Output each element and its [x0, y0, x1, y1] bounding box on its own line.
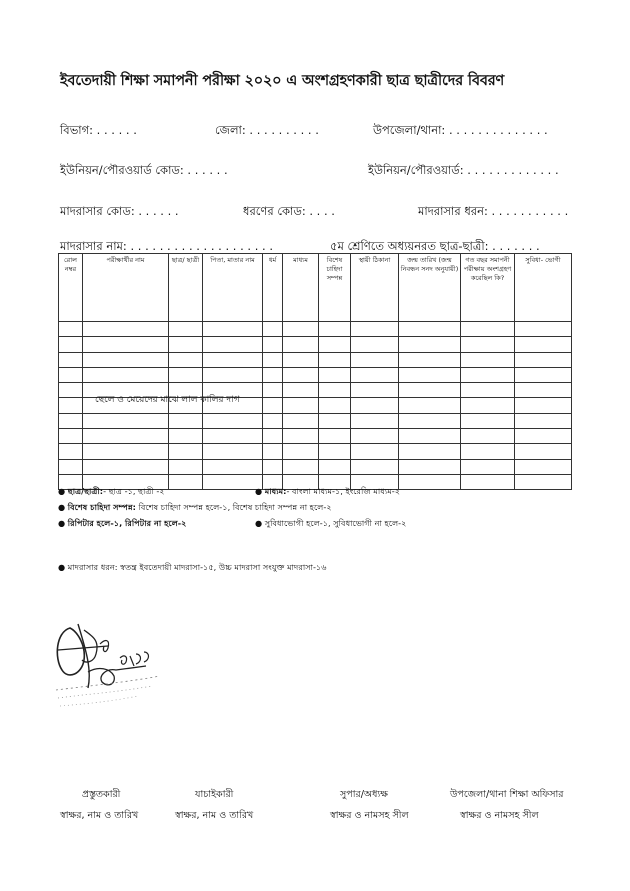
madrasa-code-field: মাদরাসার কোড: . . . . . . [60, 204, 179, 218]
table-cell [263, 367, 283, 382]
table-cell [399, 398, 461, 413]
table-cell [461, 474, 515, 489]
table-cell [515, 444, 572, 459]
table-cell [169, 413, 203, 428]
handwritten-signature [48, 610, 188, 720]
students-table [58, 253, 572, 490]
table-row [59, 367, 572, 382]
table-cell [83, 444, 169, 459]
table-cell [203, 337, 263, 352]
table-cell [203, 413, 263, 428]
signature-preparer-detail: স্বাক্ষর, নাম ও তারিখ [60, 810, 139, 821]
signature-superintendent-detail: স্বাক্ষর ও নামসহ সীল [330, 810, 409, 821]
table-cell [283, 398, 319, 413]
table-cell [283, 459, 319, 474]
table-cell [83, 413, 169, 428]
table-cell [461, 398, 515, 413]
table-cell [83, 337, 169, 352]
table-cell [319, 352, 351, 367]
table-cell [59, 429, 83, 444]
table-cell [263, 459, 283, 474]
table-cell [351, 459, 399, 474]
table-cell [59, 322, 83, 337]
table-cell [83, 429, 169, 444]
header-special-needs: বিশেষ চাহিদা সম্পন্ন [319, 254, 351, 322]
legend-medium-value: - বাংলা মাধ্যম-১, ইংরেজি মাধ্যম-২ [286, 486, 401, 496]
signature-education-officer [450, 788, 564, 824]
legend-medium-label: মাধ্যম: [264, 486, 287, 496]
legend-gender-label: ছাত্র/ছাত্রী: [67, 486, 104, 496]
signature-preparer-role: প্রস্তুতকারী [82, 789, 121, 800]
table-cell [399, 459, 461, 474]
header-name: পরীক্ষার্থীর নাম [83, 254, 169, 322]
signature-verifier-detail: স্বাক্ষর, নাম ও তারিখ [175, 810, 254, 821]
table-cell [515, 367, 572, 382]
table-header-row [59, 254, 572, 322]
table-cell [515, 337, 572, 352]
table-cell [283, 322, 319, 337]
table-cell [83, 352, 169, 367]
page-title: ইবতেদায়ী শিক্ষা সমাপনী পরীক্ষা ২০২০ এ অংশগ্রহণকারী ছাত্র ছাত্রীদের বিবরণ [60, 73, 505, 89]
table-cell [399, 429, 461, 444]
header-previous-exam: গত বছর সমাপনী পরীক্ষায় অংশগ্রহণ করেছিল কি? [461, 254, 515, 322]
division-field: বিভাগ: . . . . . . [60, 123, 137, 137]
signature-education-officer-detail: স্বাক্ষর ও নামসহ সীল [460, 810, 539, 821]
table-cell [399, 367, 461, 382]
table-cell [461, 322, 515, 337]
table-cell [319, 398, 351, 413]
legend-special: ● বিশেষ চাহিদা সম্পন্ন: বিশেষ চাহিদা সম্পন্ন হলে-১, বিশেষ চাহিদা সম্পন্ন না হলে-২ [58, 502, 332, 512]
table-cell [399, 444, 461, 459]
table-cell [461, 383, 515, 398]
table-cell [319, 444, 351, 459]
table-cell [263, 429, 283, 444]
table-cell [399, 337, 461, 352]
table-cell [399, 413, 461, 428]
table-cell [351, 383, 399, 398]
union-field: ইউনিয়ন/পৌরওয়ার্ড: . . . . . . . . . . . . . [368, 163, 559, 177]
table-cell [351, 413, 399, 428]
madrasa-name-field: মাদরাসার নাম: . . . . . . . . . . . . . . . . . . . . [60, 239, 274, 253]
legend-madrasa-type-value: মাদরাসার ধরন: স্বতন্ত্র ইবতেদায়ী মাদরাসা-১৫, উচ্চ মাদরাসা সংযুক্ত মাদরাসা-১৬ [67, 562, 327, 572]
stain-note: ছেলে ও মেয়েদের মাঝে লাল কালির দাগ [95, 395, 240, 405]
table-cell [351, 352, 399, 367]
table-cell [59, 337, 83, 352]
table-cell [461, 367, 515, 382]
table-cell [461, 459, 515, 474]
table-row [59, 444, 572, 459]
table-cell [461, 337, 515, 352]
header-roll: রোল নম্বর [59, 254, 83, 322]
table-cell [203, 322, 263, 337]
table-row [59, 429, 572, 444]
table-cell [283, 352, 319, 367]
legend-special-value: বিশেষ চাহিদা সম্পন্ন হলে-১, বিশেষ চাহিদা সম্পন্ন না হলে-২ [138, 502, 332, 512]
legend-medium: ● মাধ্যম:- বাংলা মাধ্যম-১, ইংরেজি মাধ্যম-২ [255, 486, 401, 496]
district-field: জেলা: . . . . . . . . . . [215, 123, 319, 137]
table-cell [263, 413, 283, 428]
table-cell [59, 398, 83, 413]
table-cell [319, 429, 351, 444]
legend-madrasa-type: ● মাদরাসার ধরন: স্বতন্ত্র ইবতেদায়ী মাদরাসা-১৫, উচ্চ মাদরাসা সংযুক্ত মাদরাসা-১৬ [58, 562, 327, 572]
table-cell [59, 444, 83, 459]
legend-special-label: বিশেষ চাহিদা সম্পন্ন: [67, 502, 136, 512]
table-cell [461, 429, 515, 444]
table-cell [169, 322, 203, 337]
table-row [59, 337, 572, 352]
table-cell [351, 367, 399, 382]
table-cell [515, 429, 572, 444]
table-cell [59, 352, 83, 367]
table-cell [263, 352, 283, 367]
table-cell [319, 337, 351, 352]
table-cell [263, 398, 283, 413]
table-cell [461, 413, 515, 428]
table-cell [283, 337, 319, 352]
table-cell [515, 352, 572, 367]
table-cell [169, 459, 203, 474]
header-gender: ছাত্র/ ছাত্রী [169, 254, 203, 322]
type-code-field: ধরণের কোড: . . . . [243, 204, 335, 218]
table-cell [59, 413, 83, 428]
table-cell [59, 367, 83, 382]
table-cell [59, 459, 83, 474]
table-row [59, 322, 572, 337]
signature-verifier-role: যাচাইকারী [195, 789, 234, 800]
table-cell [515, 398, 572, 413]
table-cell [319, 413, 351, 428]
table-cell [319, 459, 351, 474]
table-cell [283, 367, 319, 382]
legend-beneficiary-value: সুবিধাভোগী হলে-১, সুবিধাভোগী না হলে-২ [264, 518, 407, 528]
table-cell [203, 367, 263, 382]
table-cell [283, 383, 319, 398]
table-cell [515, 459, 572, 474]
table-cell [283, 429, 319, 444]
header-beneficiary: সুবিধা- ভোগী [515, 254, 572, 322]
legend-gender-value: - ছাত্র -১, ছাত্রী -২ [103, 486, 165, 496]
signature-superintendent [330, 788, 409, 824]
table-cell [263, 444, 283, 459]
table-cell [203, 459, 263, 474]
signature-verifier [175, 788, 254, 824]
header-medium: মাধ্যম [283, 254, 319, 322]
header-birthdate: জন্ম তারিখ (জন্ম নিবন্ধন সনদ অনুযায়ী) [399, 254, 461, 322]
legend-repeater: ● রিপিটার হলে-১, রিপিটার না হলে-২ [58, 518, 187, 528]
table-cell [515, 474, 572, 489]
table-cell [351, 322, 399, 337]
table-row [59, 459, 572, 474]
signature-superintendent-role: সুপার/অধ্যক্ষ [340, 789, 388, 800]
header-religion: ধর্ম [263, 254, 283, 322]
table-cell [399, 352, 461, 367]
madrasa-type-field: মাদরাসার ধরন: . . . . . . . . . . . [418, 204, 569, 218]
table-cell [203, 429, 263, 444]
table-cell [169, 474, 203, 489]
signature-preparer [60, 788, 139, 824]
table-cell [351, 398, 399, 413]
table-cell [399, 474, 461, 489]
table-row [59, 413, 572, 428]
legend-beneficiary: ● সুবিধাভোগী হলে-১, সুবিধাভোগী না হলে-২ [255, 518, 407, 528]
table-cell [399, 383, 461, 398]
table-cell [203, 474, 263, 489]
table-cell [83, 322, 169, 337]
table-cell [319, 383, 351, 398]
table-cell [351, 337, 399, 352]
table-cell [283, 413, 319, 428]
union-code-field: ইউনিয়ন/পৌরওয়ার্ড কোড: . . . . . . [60, 163, 228, 177]
table-cell [203, 444, 263, 459]
table-cell [169, 367, 203, 382]
table-cell [203, 352, 263, 367]
header-address: স্থায়ী ঠিকানা [351, 254, 399, 322]
table-cell [515, 322, 572, 337]
table-cell [83, 367, 169, 382]
table-cell [169, 337, 203, 352]
table-cell [263, 383, 283, 398]
table-cell [263, 322, 283, 337]
table-cell [515, 413, 572, 428]
table-cell [351, 444, 399, 459]
table-cell [319, 367, 351, 382]
table-cell [169, 429, 203, 444]
header-parents: পিতা, মাতার নাম [203, 254, 263, 322]
table-cell [59, 383, 83, 398]
table-cell [169, 352, 203, 367]
table-cell [263, 337, 283, 352]
table-cell [461, 352, 515, 367]
class5-students-field: ৫ম শ্রেণিতে অধ্যয়নরত ছাত্র-ছাত্রী: . . . . . . . [330, 239, 540, 253]
table-cell [319, 322, 351, 337]
legend-gender: ● ছাত্র/ছাত্রী:- ছাত্র -১, ছাত্রী -২ [58, 486, 165, 496]
table-cell [351, 429, 399, 444]
upazila-field: উপজেলা/থানা: . . . . . . . . . . . . . . [373, 123, 548, 137]
table-cell [169, 444, 203, 459]
table-cell [283, 444, 319, 459]
table-cell [83, 459, 169, 474]
table-row [59, 352, 572, 367]
signature-education-officer-role: উপজেলা/থানা শিক্ষা অফিসার [450, 789, 564, 800]
table-cell [461, 444, 515, 459]
table-cell [515, 383, 572, 398]
table-cell [399, 322, 461, 337]
legend-repeater-label: রিপিটার হলে-১, রিপিটার না হলে-২ [67, 518, 187, 528]
